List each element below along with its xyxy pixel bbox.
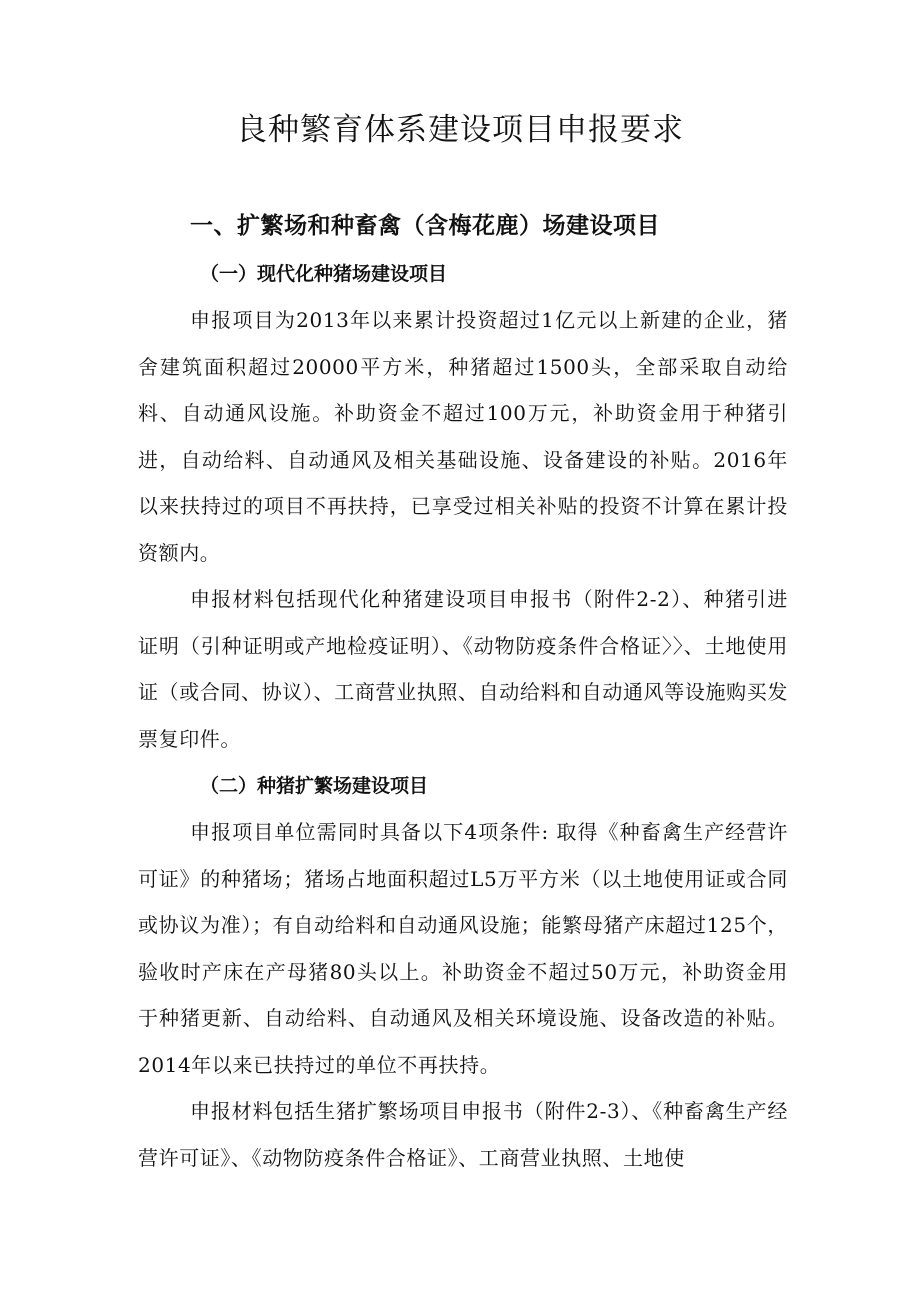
paragraph-2: 申报材料包括现代化种猪建设项目申报书（附件2-2）、种猪引进证明（引种证明或产地检疫证明）、《动物防疫条件合格证〉〉、土地使用证（或合同、协议）、工商营业执照、自动给料和自动通风等设施购买发票复印件。 <box>138 587 788 751</box>
document-title: 良种繁育体系建设项目申报要求 <box>236 112 684 148</box>
paragraph-4: 申报材料包括生猪扩繁场项目申报书（附件2-3）、《种畜禽生产经营许可证》、《动物防疫条件合格证》、工商营业执照、土地使 <box>138 1099 788 1170</box>
subsection-heading-2: （二）种猪扩繁场建设项目 <box>200 775 429 797</box>
section-heading-1: 一、扩繁场和种畜禽（含梅花鹿）场建设项目 <box>190 213 660 239</box>
paragraph-1: 申报项目为2013年以来累计投资超过1亿元以上新建的企业，猪舍建筑面积超过20000平方米，种猪超过1500头，全部采取自动给料、自动通风设施。补助资金不超过100万元，补助资金用于种猪引进，自动给料、自动通风及相关基础设施、设备建设的补贴。2016年以来扶持过的项目不再扶持，已享受过相关补贴的投资不计算在累计投资额内。 <box>138 308 788 565</box>
paragraph-3: 申报项目单位需同时具备以下4项条件: 取得《种畜禽生产经营许可证》的种猪场；猪场占地面积超过L5万平方米（以土地使用证或合同或协议为准）；有自动给料和自动通风设施；能繁母猪产床超过125个，验收时产床在产母猪80头以上。补助资金不超过50万元，补助资金用于种猪更新、自动给料、自动通风及相关环境设施、设备改造的补贴。2014年以来已扶持过的单位不再扶持。 <box>138 820 788 1077</box>
subsection-heading-1: （一）现代化种猪场建设项目 <box>200 263 448 285</box>
